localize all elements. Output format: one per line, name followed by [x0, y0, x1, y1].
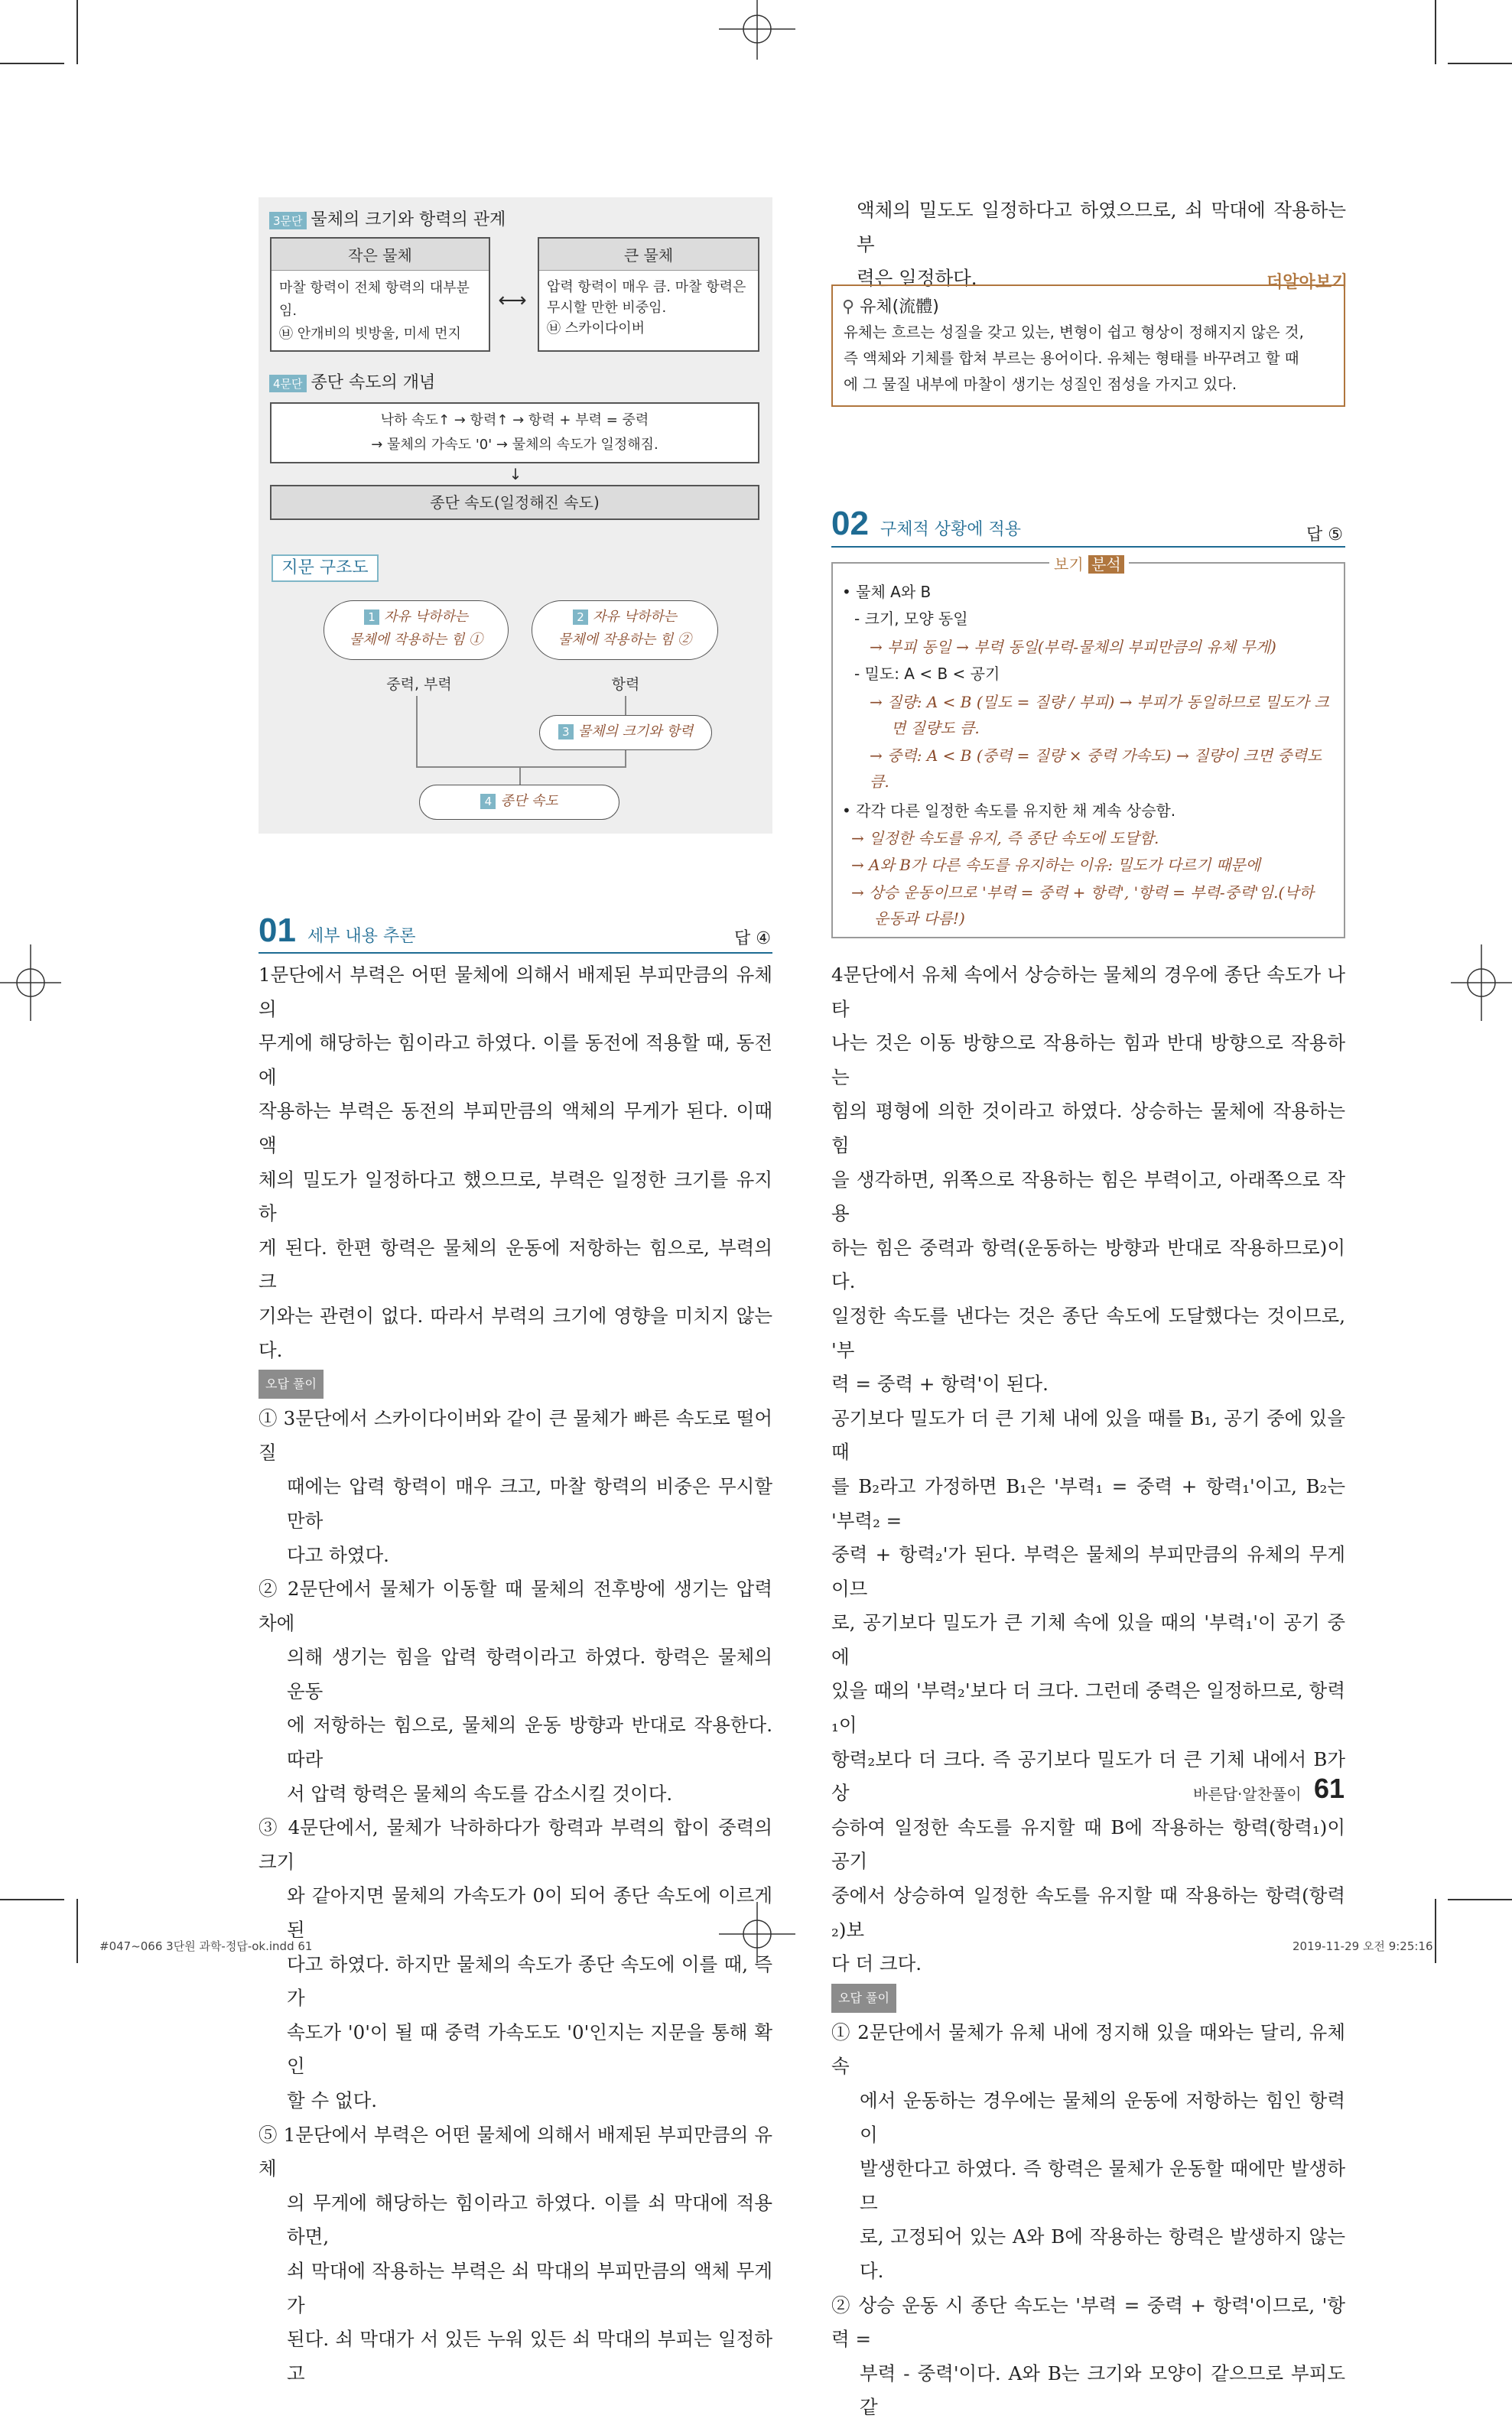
analysis-line: → 중력: A < B (중력 = 질량 × 중력 가속도) → 질량이 크면 중력도 큼.: [870, 746, 1322, 791]
text-line: 승하여 일정한 속도를 유지할 때 B에 작용하는 항력(항력₁)이 공기: [831, 1815, 1345, 1873]
small-object-line: 마찰 항력이 전체 항력의 대부분임.: [279, 280, 470, 319]
sec3-heading: [269, 206, 506, 230]
q2-header: [831, 505, 1021, 543]
analysis-line: → 부피 동일 → 부력 동일(부력-물체의 부피만큼의 유체 무게): [870, 638, 1276, 656]
flow-box: [270, 402, 759, 463]
option-line: ② 2문단에서 물체가 이동할 때 물체의 전후방에 생기는 압력 차에: [259, 1578, 772, 1634]
crop-mark: [1448, 1899, 1512, 1900]
crop-mark: [1435, 0, 1436, 64]
text-line: 기와는 관련이 없다. 따라서 부력의 크기에 영향을 미치지 않는다.: [259, 1304, 772, 1361]
text-line: 중력 + 항력₂'가 된다. 부력은 물체의 부피만큼의 유체의 무게이므: [831, 1543, 1345, 1600]
option-line: 로, 고정되어 있는 A와 B에 작용하는 항력은 발생하지 않는다.: [860, 2225, 1345, 2282]
crop-mark: [0, 63, 64, 64]
note-line: 유체는 흐르는 성질을 갖고 있는, 변형이 쉽고 형상이 정해지지 않은 것,: [844, 323, 1304, 341]
text-line: 를 B₂라고 가정하면 B₁은 '부력₁ = 중력 + 항력₁'이고, B₂는 '부력₂ =: [831, 1474, 1345, 1532]
text-line: 나는 것은 이동 방향으로 작용하는 힘과 반대 방향으로 작용하는: [831, 1032, 1345, 1088]
connector-line: [519, 766, 521, 785]
label-gravity-buoyancy: 중력, 부력: [386, 676, 452, 693]
q2-rule: [831, 546, 1345, 548]
q1-body: [259, 958, 772, 2391]
analysis-line: • 각각 다른 일정한 속도를 유지한 채 계속 상승함.: [842, 801, 1176, 820]
big-object-box: [538, 237, 759, 352]
option-line: 된다. 쇠 막대가 서 있든 누워 있든 쇠 막대의 부피는 일정하고: [287, 2328, 772, 2384]
registration-mark: [0, 944, 61, 1021]
flow-line: 낙하 속도↑ → 항력↑ → 항력 + 부력 = 중력: [380, 412, 649, 428]
bubble-text: 물체의 크기와 항력: [577, 723, 694, 740]
option-line: 다고 하였다. 하지만 물체의 속도가 종단 속도에 이를 때, 즉 가: [287, 1952, 772, 2010]
page-number: 61: [1314, 1773, 1345, 1804]
footer-file: #047~066 3단원 과학-정답-ok.indd 61: [99, 1939, 313, 1953]
option-line: 부력 - 중력'이다. A와 B는 크기와 모양이 같으므로 부피도 같: [860, 2362, 1345, 2419]
big-object-line: 압력 항력이 매우 큼. 마찰 항력은: [547, 279, 746, 295]
note-line: 에 그 물질 내부에 마찰이 생기는 성질인 점성을 가지고 있다.: [844, 375, 1237, 393]
option-line: ① 2문단에서 물체가 유체 내에 정지해 있을 때와는 달리, 유체 속: [831, 2020, 1345, 2078]
crop-mark: [76, 1899, 78, 1963]
wrong-answer-badge: 오답 풀이: [259, 1370, 324, 1399]
text-line: 항력₂보다 더 크다. 즉 공기보다 밀도가 더 큰 기체 내에서 B가 상: [831, 1747, 1345, 1805]
option-line: 속도가 '0'이 될 때 중력 가속도도 '0'인지는 지문을 통해 확인: [287, 2020, 772, 2078]
structure-bubble-1: [324, 600, 509, 660]
registration-mark: [719, 0, 795, 61]
crop-mark: [1435, 1899, 1436, 1963]
crop-mark: [76, 0, 78, 64]
double-arrow-icon: ⟷: [498, 289, 527, 312]
big-object-head: 큰 물체: [539, 239, 758, 271]
bubble-text: 자유 낙하하는: [383, 609, 469, 625]
analysis-line: → A와 B가 다른 속도를 유지하는 이유: 밀도가 다르기 때문에: [851, 856, 1260, 874]
text-line: 다 더 크다.: [831, 1952, 922, 1975]
sec4-heading: [269, 369, 435, 393]
note-body: [844, 320, 1333, 398]
sec4-tag: 4문단: [269, 375, 307, 392]
option-line: 의해 생기는 힘을 압력 항력이라고 하였다. 항력은 물체의 운동: [287, 1646, 772, 1702]
q2-answer: 답 ⑤: [1306, 525, 1343, 544]
bubble-text: 물체에 작용하는 힘 ②: [558, 632, 692, 648]
analysis-line: 운동과 다름!): [874, 909, 965, 928]
bubble-number: 1: [364, 610, 379, 625]
option-line: ② 상승 운동 시 종단 속도는 '부력 = 중력 + 항력'이므로, '항력 =: [831, 2293, 1345, 2351]
analysis-line: - 밀도: A < B < 공기: [854, 665, 1000, 683]
option-line: 에 저항하는 힘으로, 물체의 운동 방향과 반대로 작용한다. 따라: [287, 1714, 772, 1771]
option-line: 서 압력 항력은 물체의 속도를 감소시킬 것이다.: [287, 1782, 673, 1805]
q2-body: [831, 958, 1345, 2425]
text-line: 무게에 해당하는 힘이라고 하였다. 이를 동전에 적용할 때, 동전에: [259, 1032, 772, 1088]
text-line: 로, 공기보다 밀도가 큰 기체 속에 있을 때의 '부력₁'이 공기 중에: [831, 1611, 1345, 1668]
option-line: 의 무게에 해당하는 힘이라고 하였다. 이를 쇠 막대에 적용하면,: [287, 2191, 772, 2248]
analysis-label: [1049, 552, 1129, 574]
footer-stamp: 2019-11-29 오전 9:25:16: [1293, 1939, 1433, 1953]
connector-line: [416, 766, 626, 768]
analysis-label-tag: 분석: [1088, 555, 1124, 574]
summary-panel: [259, 197, 772, 834]
text-line: 일정한 속도를 낸다는 것은 종단 속도에 도달했다는 것이므로, '부: [831, 1304, 1345, 1361]
q1-answer: 답 ④: [734, 929, 771, 948]
option-line: 다고 하였다.: [287, 1543, 389, 1566]
small-object-line: ㉥ 안개비의 빗방울, 미세 먼지: [279, 326, 461, 342]
text-line: 게 된다. 한편 항력은 물체의 운동에 저항하는 힘으로, 부력의 크: [259, 1236, 772, 1293]
analysis-line: → 상승 운동이므로 '부력 = 중력 + 항력', '항력 = 부력-중력'임.(낙하: [851, 883, 1314, 902]
bubble-number: 4: [480, 794, 496, 809]
note-term: 유체(流體): [860, 297, 939, 317]
option-line: 발생한다고 하였다. 즉 항력은 물체가 운동할 때에만 발생하므: [860, 2157, 1345, 2214]
footer-book: 바른답·알찬풀이: [1193, 1785, 1302, 1803]
down-arrow-icon: ↓: [509, 465, 522, 483]
structure-bubble-4: [419, 785, 619, 820]
option-line: ① 3문단에서 스카이다이버와 같이 큰 물체가 빠른 속도로 떨어질: [259, 1407, 772, 1464]
q1-number: 01: [259, 912, 296, 949]
note-line: 즉 액체와 기체를 합쳐 부르는 용어이다. 유체는 형태를 바꾸려고 할 때: [844, 349, 1299, 367]
text-line: 4문단에서 유체 속에서 상승하는 물체의 경우에 종단 속도가 나타: [831, 964, 1345, 1020]
structure-bubble-3: [539, 715, 712, 750]
big-object-line: 무시할 만한 비중임.: [547, 300, 667, 316]
text-line: 1문단에서 부력은 어떤 물체에 의해서 배제된 부피만큼의 유체의: [259, 964, 772, 1020]
connector-line: [625, 696, 626, 716]
text-line: 체의 밀도가 일정하다고 했으므로, 부력은 일정한 크기를 유지하: [259, 1168, 772, 1225]
q1-header: [259, 912, 416, 950]
bubble-number: 2: [573, 610, 588, 625]
text-line: 하는 힘은 중력과 항력(운동하는 방향과 반대로 작용하므로)이다.: [831, 1236, 1345, 1293]
option-line: 때에는 압력 항력이 매우 크고, 마찰 항력의 비중은 무시할 만하: [287, 1475, 772, 1532]
wrong-answer-badge: 오답 풀이: [831, 1984, 896, 2013]
text-line: 액체의 밀도도 일정하다고 하였으므로, 쇠 막대에 작용하는 부: [857, 199, 1346, 255]
registration-mark: [1451, 944, 1512, 1021]
analysis-label-text: 보기: [1054, 555, 1084, 574]
analysis-line: - 크기, 모양 동일: [854, 610, 968, 628]
flow-line: → 물체의 가속도 '0' → 물체의 속도가 일정해짐.: [371, 437, 658, 453]
sec3-tag: 3문단: [269, 212, 307, 229]
terminal-velocity-box: 종단 속도(일정해진 속도): [270, 485, 759, 520]
text-line: 있을 때의 '부력₂'보다 더 크다. 그런데 중력은 일정하므로, 항력₁이: [831, 1679, 1345, 1737]
analysis-line: • 물체 A와 B: [842, 583, 932, 601]
connector-line: [416, 696, 418, 766]
sec4-title: 종단 속도의 개념: [311, 373, 436, 392]
analysis-line: → 일정한 속도를 유지, 즉 종단 속도에 도달함.: [851, 829, 1159, 847]
option-line: 쇠 막대에 작용하는 부력은 쇠 막대의 부피만큼의 액체 무게가: [287, 2259, 772, 2316]
text-line: 힘의 평형에 의한 것이라고 하였다. 상승하는 물체에 작용하는 힘: [831, 1100, 1345, 1156]
text-line: 력은 일정하다.: [857, 267, 977, 290]
bubble-text: 종단 속도: [500, 793, 558, 809]
text-line: 공기보다 밀도가 더 큰 기체 내에 있을 때를 B₁, 공기 중에 있을 때: [831, 1406, 1345, 1464]
structure-title: 지문 구조도: [272, 554, 379, 582]
q2-number: 02: [831, 505, 869, 542]
analysis-line: → 질량: A < B (밀도 = 질량 / 부피) → 부피가 동일하므로 밀도가 크: [870, 693, 1329, 711]
bubble-text: 자유 낙하하는: [592, 609, 678, 625]
note-box: [831, 284, 1345, 407]
option-line: 할 수 없다.: [287, 2089, 378, 2111]
q1-rule: [259, 952, 772, 954]
option-line: ⑤ 1문단에서 부력은 어떤 물체에 의해서 배제된 부피만큼의 유체: [259, 2123, 772, 2180]
note-term-row: [842, 294, 939, 317]
analysis-box: [831, 562, 1345, 938]
sec3-title: 물체의 크기와 항력의 관계: [311, 210, 506, 229]
q1-title: 세부 내용 추론: [307, 927, 416, 946]
text-line: 작용하는 부력은 동전의 부피만큼의 액체의 무게가 된다. 이때 액: [259, 1100, 772, 1156]
bubble-number: 3: [558, 724, 574, 740]
option-line: ③ 4문단에서, 물체가 낙하하다가 항력과 부력의 합이 중력의 크기: [259, 1816, 772, 1873]
small-object-box: [270, 237, 490, 352]
big-object-line: ㉥ 스카이다이버: [547, 320, 645, 336]
q2-title: 구체적 상황에 적용: [880, 520, 1022, 539]
text-line: 을 생각하면, 위쪽으로 작용하는 힘은 부력이고, 아래쪽으로 작용: [831, 1168, 1345, 1225]
crop-mark: [0, 1899, 64, 1900]
more-info-badge: 더알아보기: [1263, 269, 1351, 293]
crop-mark: [1448, 63, 1512, 64]
label-drag: 항력: [611, 676, 640, 693]
option-line: 와 같아지면 물체의 가속도가 0이 되어 종단 속도에 이르게 된: [287, 1884, 772, 1942]
analysis-line: 면 질량도 큼.: [891, 719, 980, 737]
structure-bubble-2: [532, 600, 718, 660]
connector-line: [625, 750, 626, 766]
option-line: 에서 운동하는 경우에는 물체의 운동에 저항하는 힘인 항력이: [860, 2089, 1345, 2146]
text-line: 중에서 상승하여 일정한 속도를 유지할 때 작용하는 항력(항력₂)보: [831, 1884, 1345, 1941]
magnifier-icon: ⚲: [842, 297, 855, 317]
text-line: 력 = 중력 + 항력'이 된다.: [831, 1373, 1049, 1396]
small-object-head: 작은 물체: [272, 239, 489, 271]
bubble-text: 물체에 작용하는 힘 ①: [349, 632, 483, 648]
